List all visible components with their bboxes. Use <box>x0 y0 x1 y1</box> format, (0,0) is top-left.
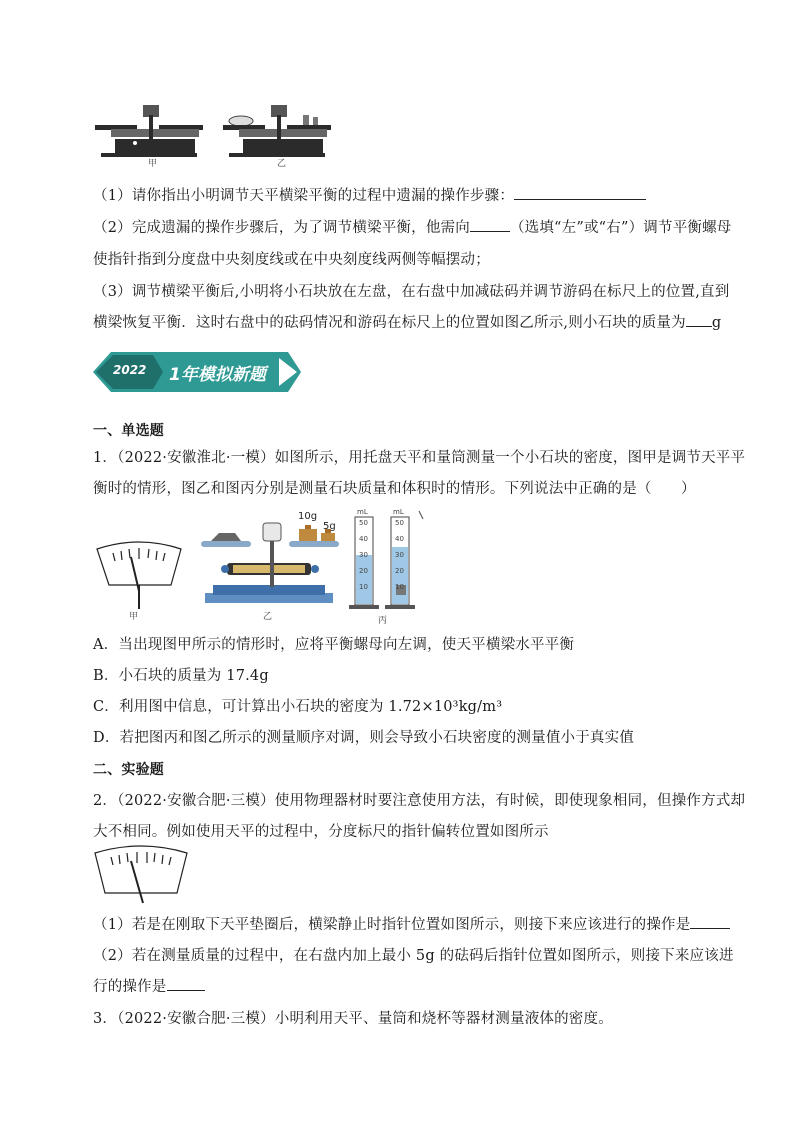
top-figure-label-yi: 乙 <box>277 159 287 169</box>
q1-stem-line2: 衡时的情形，图乙和图丙分别是测量石块质量和体积时的情形。下列说法中正确的是（ ） <box>93 481 696 497</box>
q1-option-d[interactable]: D．若把图丙和图乙所示的测量顺序对调，则会导致小石块密度的测量值小于真实值 <box>93 730 635 746</box>
section-heading-single-choice: 一、单选题 <box>93 423 164 439</box>
cylinder2-tick: 30 <box>395 551 404 559</box>
q2-part2-line1: （2）若在测量质量的过程中，在右盘内加上最小 5g 的砝码后指针位置如图所示，则接下来应该进 <box>93 948 734 964</box>
prev-q-part1-text: （1）请你指出小明调节天平横梁平衡的过程中遗漏的操作步骤： <box>93 188 515 204</box>
prev-q-part2-text-a: （2）完成遗漏的操作步骤后，为了调节横梁平衡，他需向 <box>93 220 470 236</box>
answer-blank[interactable] <box>167 976 205 991</box>
q2-part1-text: （1）若是在刚取下天平垫圈后，横梁静止时指针位置如图所示，则接下来应该进行的操作是 <box>93 917 691 933</box>
cylinder1-tick: 10 <box>359 583 368 591</box>
cylinder2-tick: 50 <box>395 519 404 527</box>
balance-illustrations <box>93 95 353 170</box>
cylinder1-tick: 20 <box>359 567 368 575</box>
balance-jia <box>95 105 203 157</box>
prev-q-part3-text: 横梁恢复平衡．这时右盘中的砝码情况和游码在标尺上的位置如图乙所示,则小石块的质量为 <box>93 315 686 331</box>
prev-q-part1 <box>93 184 646 205</box>
q1-figure-drawing <box>93 505 443 625</box>
answer-blank[interactable] <box>470 217 510 232</box>
prev-q-part3-unit: g <box>711 315 722 331</box>
q1-figure <box>93 505 443 625</box>
q2-stem-line1: 2．（2022·安徽合肥·三模）使用物理器材时要注意使用方法，有时候，即使现象相同，但操作方式却 <box>93 793 746 809</box>
prev-q-part2-line2: 使指针指到分度盘中央刻度线或在中央刻度线两侧等幅摆动； <box>93 252 490 268</box>
q2-stem-line2: 大不相同。例如使用天平的过程中，分度标尺的指针偏转位置如图所示 <box>93 824 549 840</box>
balance-yi-color <box>201 523 339 603</box>
cylinder2-tick: 20 <box>395 567 404 575</box>
banner-year: 2022 <box>113 363 147 377</box>
cylinder1-unit: mL <box>357 508 368 516</box>
prev-q-part2-text-b: （选填“左”或“右”）调节平衡螺母 <box>509 220 732 236</box>
top-figure-label-jia: 甲 <box>148 159 158 169</box>
cylinder2-unit: mL <box>393 508 404 516</box>
q1-option-c[interactable]: C．利用图中信息，可计算出小石块的密度为 1.72×10³kg/m³ <box>93 699 503 715</box>
q1-option-b[interactable]: B．小石块的质量为 17.4g <box>93 668 269 684</box>
q2-dial-figure <box>93 843 193 908</box>
prev-q-part3-line1: （3）调节横梁平衡后,小明将小石块放在左盘，在右盘中加减砝码并调节游码在标尺上的位置,直到 <box>93 284 730 300</box>
cylinder1-tick: 40 <box>359 535 368 543</box>
answer-blank[interactable] <box>514 185 646 200</box>
q1-stem-line1: 1．（2022·安徽淮北·一模）如图所示，用托盘天平和量筒测量一个小石块的密度，图甲是调节天平平 <box>93 450 746 466</box>
balance-yi <box>223 105 331 157</box>
dial-jia <box>97 542 181 609</box>
q1-label-bing: 丙 <box>378 616 388 626</box>
q2-part2-line2 <box>93 975 205 996</box>
q2-part2-text: 行的操作是 <box>93 979 167 995</box>
answer-blank[interactable] <box>690 914 730 929</box>
dial-drawing <box>93 843 193 908</box>
cylinder2-tick: 40 <box>395 535 404 543</box>
section-heading-experiment: 二、实验题 <box>93 762 164 778</box>
q2-part1 <box>93 913 730 934</box>
section-banner <box>93 348 303 396</box>
cylinder2-tick: 10 <box>395 583 404 591</box>
q1-weight-10g: 10g <box>298 511 318 522</box>
answer-blank[interactable] <box>686 312 712 327</box>
cylinder1-tick: 30 <box>359 551 368 559</box>
q1-option-a[interactable]: A．当出现图甲所示的情形时，应将平衡螺母向左调，使天平横梁水平平衡 <box>93 637 575 653</box>
q1-weight-5g: 5g <box>323 521 336 532</box>
banner-title: 1年模拟新题 <box>169 365 266 385</box>
q3-stem-line1: 3．（2022·安徽合肥·三模）小明利用天平、量筒和烧杯等器材测量液体的密度。 <box>93 1011 613 1027</box>
q1-label-jia: 甲 <box>129 612 139 622</box>
cylinder1-tick: 50 <box>359 519 368 527</box>
top-balance-figure <box>93 95 353 170</box>
q1-label-yi: 乙 <box>263 612 273 622</box>
prev-q-part3-line2 <box>93 311 721 332</box>
prev-q-part2-line1 <box>93 216 732 237</box>
